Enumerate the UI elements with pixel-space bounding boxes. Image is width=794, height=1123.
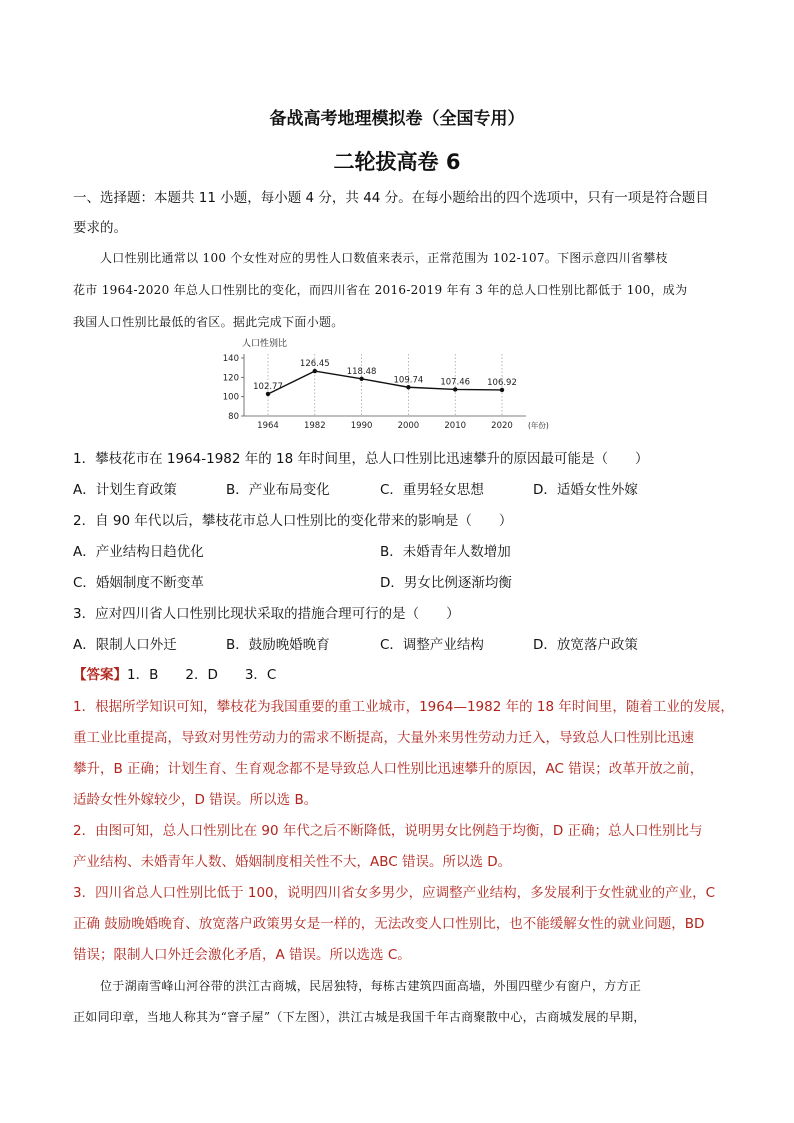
- data-point: [313, 369, 317, 373]
- option-d: D．放宽落户政策: [533, 637, 638, 653]
- option-c: C．重男轻女思想: [380, 482, 484, 498]
- data-label: 102.77: [253, 381, 283, 392]
- passage-line: 位于湖南雪峰山河谷带的洪江古商城，民居独特，每栋古建筑四面高墙，外围四壁少有窗户，方方正: [100, 979, 642, 993]
- answer-label: 【答案】: [73, 667, 127, 683]
- chart-title: 人口性别比: [242, 339, 288, 349]
- section-heading-line: 一、选择题：本题共 11 小题，每小题 4 分，共 44 分。在每小题给出的四个选项中，只有一项是符合题目: [73, 190, 709, 206]
- x-tick-label: 2000: [397, 421, 420, 431]
- explanation-line: 1．根据所学知识可知，攀枝花为我国重要的重工业城市，1964—1982 年的 18 年时间里，随着工业的发展，: [73, 699, 734, 715]
- explanation-line: 适龄女性外嫁较少，D 错误。所以选 B。: [73, 792, 318, 808]
- explanation-line: 重工业比重提高，导致对男性劳动力的需求不断提高，大量外来男性劳动力迁入，导致总人口性别比迅速: [73, 730, 694, 746]
- option-a: A．计划生育政策: [73, 482, 177, 498]
- data-label: 107.46: [440, 377, 471, 388]
- question-stem: 3．应对四川省人口性别比现状采取的措施合理可行的是（ ）: [73, 606, 460, 622]
- x-tick-label: 1990: [350, 421, 373, 431]
- option-b: B．未婚青年人数增加: [380, 544, 511, 560]
- data-label: 109.74: [393, 375, 424, 386]
- explanation-line: 2．由图可知，总人口性别比在 90 年代之后不断降低，说明男女比例趋于均衡，D 正确；总人口性别比与: [73, 823, 703, 839]
- sex-ratio-line-chart: [218, 336, 558, 436]
- data-label: 126.45: [299, 359, 330, 370]
- question-stem: 2．自 90 年代以后，攀枝花市总人口性别比的变化带来的影响是（ ）: [73, 513, 513, 529]
- answer-line: [73, 663, 276, 683]
- explanation-line: 3．四川省总人口性别比低于 100，说明四川省女多男少，应调整产业结构，多发展利于女性就业的产业，C: [73, 885, 716, 901]
- page-title: 备战高考地理模拟卷（全国专用）: [269, 109, 525, 129]
- data-label: 118.48: [346, 366, 377, 377]
- data-point: [453, 387, 457, 391]
- y-tick-label: 100: [222, 392, 239, 403]
- passage-line: 我国人口性别比最低的省区。据此完成下面小题。: [73, 315, 344, 329]
- option-b: B．鼓励晚婚晚育: [226, 637, 330, 653]
- option-c: C．婚姻制度不断变革: [73, 575, 204, 591]
- passage-line: 人口性别比通常以 100 个女性对应的男性人口数值来表示，正常范围为 102-107。下图示意四川省攀枝: [100, 251, 668, 265]
- paper-subtitle: 二轮拔高卷 6: [333, 150, 461, 174]
- passage-line: 正如同印章，当地人称其为“窨子屋”（下左图），洪江古城是我国千年古商聚散中心，古商城发展的早期，: [73, 1010, 646, 1024]
- x-tick-label: 1982: [303, 421, 326, 431]
- option-d: D．适婚女性外嫁: [533, 482, 638, 498]
- answer-values: 1．B 2．D 3．C: [127, 667, 277, 683]
- x-tick-label: 1964: [257, 421, 279, 431]
- data-point: [359, 377, 363, 381]
- explanation-line: 正确 鼓励晚婚晚育、放宽落户政策男女是一样的，无法改变人口性别比，也不能缓解女性的就业问题，BD: [73, 916, 705, 932]
- x-tick-label: 2010: [444, 421, 467, 431]
- option-a: A．产业结构日趋优化: [73, 544, 204, 560]
- x-unit-label: (年份): [528, 421, 549, 430]
- option-b: B．产业布局变化: [226, 482, 330, 498]
- data-label: 106.92: [487, 377, 517, 388]
- option-d: D．男女比例逐渐均衡: [380, 575, 512, 591]
- option-a: A．限制人口外迁: [73, 637, 177, 653]
- section-heading-line: 要求的。: [73, 220, 127, 236]
- explanation-line: 产业结构、未婚青年人数、婚姻制度相关性不大，ABC 错误。所以选 D。: [73, 854, 512, 870]
- x-tick-label: 2020: [491, 421, 513, 431]
- passage-line: 花市 1964-2020 年总人口性别比的变化，而四川省在 2016-2019 年有 3 年的总人口性别比都低于 100，成为: [73, 283, 688, 297]
- explanation-line: 攀升，B 正确；计划生育、生育观念都不是导致总人口性别比迅速攀升的原因，AC 错误；改革开放之前，: [73, 761, 704, 777]
- y-tick-label: 120: [222, 373, 239, 384]
- data-point: [406, 385, 410, 389]
- option-c: C．调整产业结构: [380, 637, 484, 653]
- explanation-line: 错误；限制人口外迁会激化矛盾，A 错误。所以选选 C。: [73, 947, 411, 963]
- data-point: [500, 388, 504, 392]
- data-point: [266, 392, 270, 396]
- y-tick-label: 140: [222, 354, 239, 364]
- question-stem: 1．攀枝花市在 1964-1982 年的 18 年时间里，总人口性别比迅速攀升的原因最可能是（ ）: [73, 451, 649, 467]
- y-tick-label: 80: [228, 412, 239, 422]
